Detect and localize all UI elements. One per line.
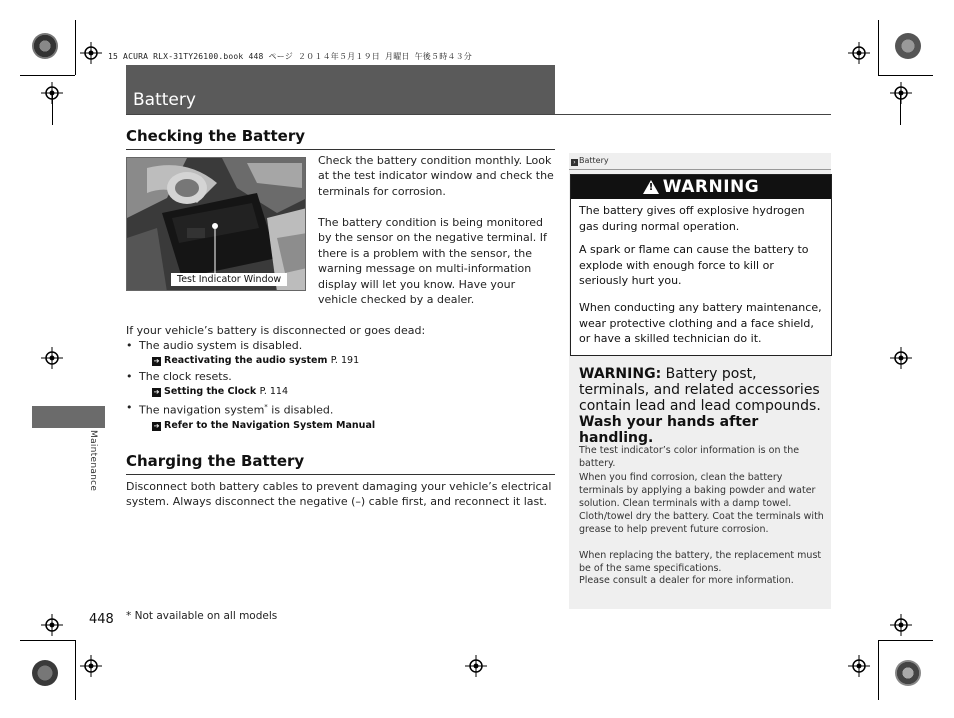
check-paragraph: Check the battery condition monthly. Look at the test indicator window and check the terminals for corrosion.	[318, 154, 554, 198]
cross-reference-link[interactable]	[126, 384, 556, 399]
note-text: When you find corrosion, clean the battery terminals by applying a baking powder and water solution. Clean terminals with a damp towel. Cloth/towel dry the battery. Coat the terminals with grease to help prevent future corrosion.	[579, 472, 824, 535]
crop-mark	[20, 75, 75, 76]
registration-mark-icon	[80, 655, 102, 677]
color-bar-disc-icon	[32, 33, 58, 59]
chapter-title-band	[126, 65, 555, 114]
divider	[126, 114, 831, 115]
reference-page: P. 114	[259, 386, 288, 397]
disconnect-effects-list	[126, 338, 556, 433]
registration-mark-icon	[848, 655, 870, 677]
note-text: When replacing the battery, the replacement must be of the same specifications.	[579, 550, 822, 574]
warning-text: The battery gives off explosive hydrogen gas during normal operation.	[579, 204, 805, 233]
crop-mark	[878, 20, 879, 75]
wash-hands-text: Wash your hands after handling.	[579, 414, 759, 446]
note-arrow-icon: ›	[571, 159, 578, 166]
footnote-marker: *	[264, 403, 268, 411]
warning-box	[570, 174, 832, 356]
chapter-tab-label: Maintenance	[88, 430, 98, 492]
warning-triangle-icon	[643, 180, 659, 194]
crop-mark	[75, 20, 76, 75]
crop-mark	[878, 640, 879, 700]
page-number: 448	[89, 612, 114, 627]
list-item	[126, 338, 556, 353]
color-bar-disc-icon	[895, 33, 921, 59]
notes-panel-label	[571, 156, 609, 166]
photo-callout-label: Test Indicator Window	[171, 273, 287, 286]
warning-header	[571, 175, 831, 199]
charging-paragraph: Disconnect both battery cables to prevent damaging your vehicle’s electrical system. Always disconnect the negative (–) cable first, and reconnect it last.	[126, 480, 552, 509]
lead-warning	[579, 366, 829, 446]
engine-bay-image	[127, 158, 306, 291]
registration-mark-icon	[465, 655, 487, 677]
warning-text: A spark or flame can cause the battery to explode with enough force to kill or seriously hurt you.	[579, 243, 809, 287]
sensor-paragraph: The battery condition is being monitored by the sensor on the negative terminal. If there is a problem with the sensor, the warning message on multi-information display will let you know. Have your vehicle checked by a dealer.	[318, 216, 547, 307]
crop-mark	[878, 75, 933, 76]
crop-mark	[20, 640, 75, 641]
list-item-text-after: is disabled.	[267, 403, 334, 417]
reference-arrow-icon: ➔	[153, 388, 160, 396]
reference-arrow-icon: ➔	[153, 357, 160, 365]
disconnect-intro: If your vehicle’s battery is disconnected or goes dead:	[126, 324, 426, 337]
footnote: * Not available on all models	[126, 610, 278, 622]
registration-mark-icon	[890, 347, 912, 369]
notes-panel-header	[569, 153, 831, 170]
reference-page: P. 191	[330, 355, 360, 366]
list-item	[126, 400, 556, 418]
registration-mark-icon	[41, 347, 63, 369]
color-bar-disc-icon	[895, 660, 921, 686]
color-bar-disc-icon	[32, 660, 58, 686]
book-header: 15 ACURA RLX-31TY26100.book 448 ページ ２０１４年５月１９日 月曜日 午後５時４３分	[108, 52, 473, 61]
warning-text: When conducting any battery maintenance, wear protective clothing and a face shield, or have a skilled technician do it.	[579, 301, 822, 345]
crop-mark	[75, 640, 76, 700]
lead-warning-text: Battery post, terminals, and related accessories contain lead and lead compounds.	[579, 366, 821, 414]
note-text: Please consult a dealer for more information.	[579, 575, 794, 586]
warning-title: WARNING	[662, 177, 760, 197]
crop-mark	[878, 640, 933, 641]
chapter-tab	[32, 406, 105, 428]
reference-arrow-icon: ➔	[153, 421, 160, 430]
registration-mark-icon	[890, 614, 912, 636]
cross-reference-link[interactable]	[126, 353, 556, 368]
battery-photo	[126, 157, 306, 291]
list-item	[126, 369, 556, 384]
section-heading-checking: Checking the Battery	[126, 127, 305, 145]
list-item-text: The clock resets.	[139, 370, 232, 383]
reference-title: Refer to the Navigation System Manual	[164, 419, 376, 431]
chapter-title: Battery	[133, 90, 196, 110]
note-text: The test indicator’s color information is on the battery.	[579, 445, 800, 469]
notes-panel-title: Battery	[579, 156, 609, 165]
list-item-text: The audio system is disabled.	[139, 339, 303, 352]
divider	[569, 169, 831, 170]
registration-mark-icon	[41, 614, 63, 636]
registration-mark-icon	[848, 42, 870, 64]
list-item-text: The navigation system	[139, 403, 265, 417]
reference-title: Setting the Clock	[164, 386, 257, 397]
divider	[126, 474, 555, 475]
divider	[126, 149, 555, 150]
lead-warning-label: WARNING:	[579, 366, 662, 382]
registration-mark-icon	[80, 42, 102, 64]
registration-mark-icon	[890, 82, 912, 104]
reference-title: Reactivating the audio system	[164, 355, 328, 366]
cross-reference-link[interactable]	[126, 418, 556, 433]
section-heading-charging: Charging the Battery	[126, 452, 305, 470]
registration-mark-icon	[41, 82, 63, 104]
